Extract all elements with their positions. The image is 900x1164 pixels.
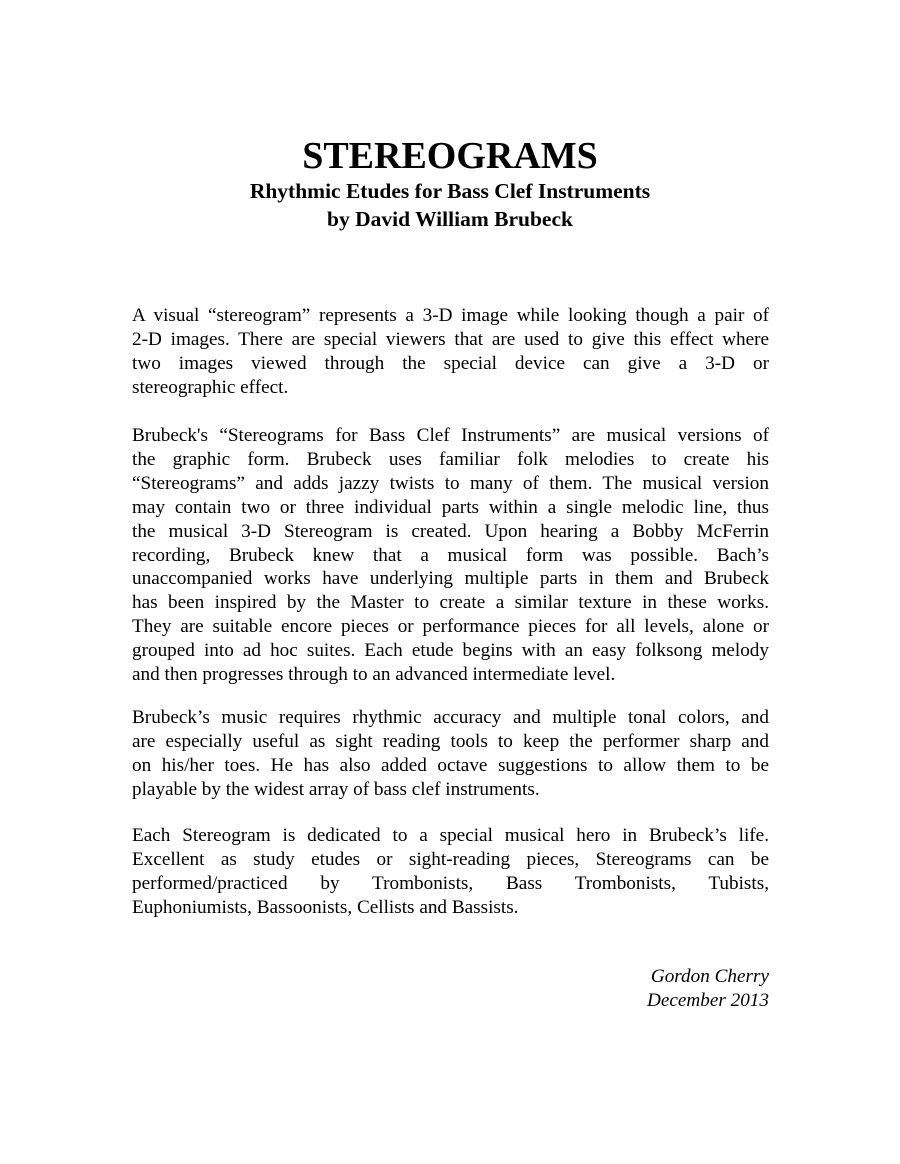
text-line: recording, Brubeck knew that a musical form was possible. Bach’s bbox=[132, 544, 769, 566]
text-line: may contain two or three individual parts within a single melodic line, thus bbox=[132, 496, 769, 518]
text-line: stereographic effect. bbox=[132, 376, 289, 398]
text-line: They are suitable encore pieces or performance pieces for all levels, alone or bbox=[132, 616, 769, 638]
text-line: 2-D images. There are special viewers that are used to give this effect where bbox=[132, 328, 769, 350]
author-byline: by David William Brubeck bbox=[327, 207, 573, 231]
signature-name: Gordon Cherry bbox=[650, 966, 769, 987]
text-line: performed/practiced by Trombonists, Bass Trombonists, Tubists, bbox=[132, 872, 769, 894]
text-line: the musical 3-D Stereogram is created. Upon hearing a Bobby McFerrin bbox=[132, 520, 769, 542]
paragraph-dedication bbox=[132, 824, 769, 920]
text-line: on his/her toes. He has also added octave suggestions to allow them to be bbox=[132, 754, 769, 776]
text-line: “Stereograms” and adds jazzy twists to many of them. The musical version bbox=[132, 472, 769, 494]
text-line: Each Stereogram is dedicated to a special musical hero in Brubeck’s life. bbox=[132, 825, 769, 846]
text-line: Euphoniumists, Bassoonists, Cellists and Bassists. bbox=[132, 896, 519, 918]
text-line: unaccompanied works have underlying multiple parts in them and Brubeck bbox=[132, 568, 769, 590]
text-line: and then progresses through to an advanced intermediate level. bbox=[132, 664, 616, 686]
text-line: playable by the widest array of bass clef instruments. bbox=[132, 778, 540, 800]
text-line: grouped into ad hoc suites. Each etude begins with an easy folksong melody bbox=[132, 640, 769, 662]
paragraph-description bbox=[132, 424, 769, 687]
text-line: two images viewed through the special device can give a 3-D or bbox=[132, 352, 769, 374]
text-line: Brubeck’s music requires rhythmic accuracy and multiple tonal colors, and bbox=[132, 707, 769, 728]
text-line: A visual “stereogram” represents a 3-D image while looking though a pair of bbox=[132, 305, 769, 326]
text-line: are especially useful as sight reading tools to keep the performer sharp and bbox=[132, 730, 769, 752]
text-line: Brubeck's “Stereograms for Bass Clef Instruments” are musical versions of bbox=[132, 425, 769, 446]
paragraph-intro bbox=[132, 304, 769, 400]
text-line: has been inspired by the Master to create a similar texture in these works. bbox=[132, 592, 769, 614]
text-line: the graphic form. Brubeck uses familiar folk melodies to create his bbox=[132, 448, 769, 470]
page-title: STEREOGRAMS bbox=[302, 135, 598, 177]
paragraph-requirements bbox=[132, 706, 769, 802]
signature-date: December 2013 bbox=[646, 990, 769, 1011]
text-line: Excellent as study etudes or sight-reading pieces, Stereograms can be bbox=[132, 848, 769, 870]
page-subtitle: Rhythmic Etudes for Bass Clef Instruments bbox=[249, 179, 651, 203]
